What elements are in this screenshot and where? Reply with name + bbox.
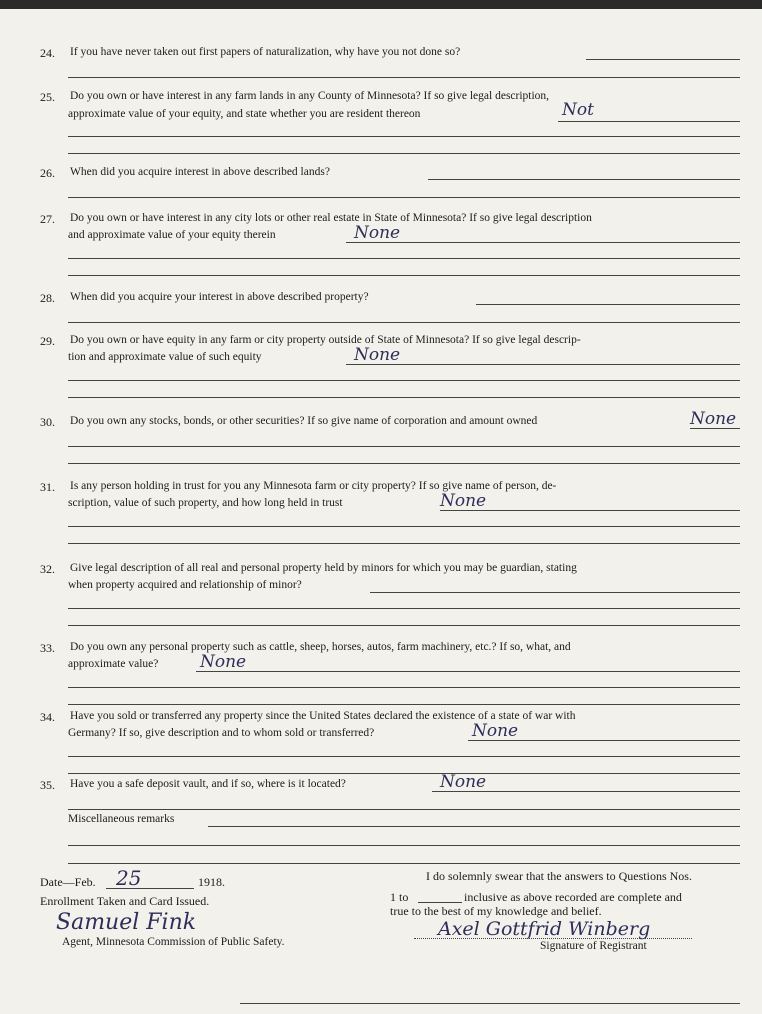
misc-remarks-label: Miscellaneous remarks <box>68 813 175 825</box>
answer-rule <box>346 364 740 365</box>
handwritten-answer: None <box>200 652 247 672</box>
date-rule <box>106 888 194 889</box>
answer-rule <box>68 756 740 757</box>
misc-rule <box>68 863 740 864</box>
handwritten-answer: None <box>440 491 487 511</box>
question-text-line: When did you acquire your interest in above described property? <box>70 291 369 303</box>
answer-rule <box>68 197 740 198</box>
oath-to-rule <box>418 902 462 903</box>
agent-title: Agent, Minnesota Commission of Public Safety. <box>62 936 285 948</box>
question-number: 26. <box>40 166 55 180</box>
answer-rule <box>68 77 740 78</box>
question-text-line: Do you own any personal property such as cattle, sheep, horses, autos, farm machinery, etc.? If so, what, and <box>70 641 571 653</box>
question-number: 33. <box>40 641 55 655</box>
question-text-line: Give legal description of all real and personal property held by minors for which you may be guardian, stating <box>70 562 577 574</box>
agent-signature: Samuel Fink <box>56 910 197 935</box>
answer-rule <box>68 446 740 447</box>
answer-rule <box>68 543 740 544</box>
question-text-line: When did you acquire interest in above described lands? <box>70 166 330 178</box>
answer-rule <box>68 526 740 527</box>
question-text-line: If you have never taken out first papers of naturalization, why have you not done so? <box>70 46 461 58</box>
question-number: 35. <box>40 778 55 792</box>
question-number: 27. <box>40 212 55 226</box>
page-top-edge <box>0 0 762 9</box>
misc-rule <box>68 845 740 846</box>
handwritten-answer: None <box>354 223 401 243</box>
question-text-line: scription, value of such property, and how long held in trust <box>68 497 343 509</box>
question-number: 24. <box>40 46 55 60</box>
question-text-line: when property acquired and relationship of minor? <box>68 579 302 591</box>
answer-rule <box>196 671 740 672</box>
bottom-rule <box>240 1003 740 1004</box>
answer-rule <box>586 59 740 60</box>
answer-rule <box>68 153 740 154</box>
question-text-line: Have you a safe deposit vault, and if so, where is it located? <box>70 778 346 790</box>
date-label: Date—Feb. <box>40 875 96 889</box>
question-number: 29. <box>40 334 55 348</box>
question-text-line: Germany? If so, give description and to whom sold or transferred? <box>68 727 375 739</box>
handwritten-answer: None <box>472 721 519 741</box>
answer-rule <box>68 397 740 398</box>
answer-rule <box>68 773 740 774</box>
answer-rule <box>558 121 740 122</box>
enrollment-label: Enrollment Taken and Card Issued. <box>40 894 210 908</box>
registrant-label: Signature of Registrant <box>540 940 647 952</box>
question-text-line: Is any person holding in trust for you any Minnesota farm or city property? If so give name of person, de- <box>70 480 557 492</box>
question-text-line: and approximate value of your equity therein <box>68 229 276 241</box>
question-text-line: Do you own any stocks, bonds, or other securities? If so give name of corporation and amount owned <box>70 415 538 427</box>
answer-rule <box>68 625 740 626</box>
question-number: 31. <box>40 480 55 494</box>
answer-rule <box>68 809 740 810</box>
answer-rule <box>370 592 740 593</box>
date-day: 25 <box>116 866 142 890</box>
answer-rule <box>68 608 740 609</box>
question-text-line: Do you own or have equity in any farm or city property outside of State of Minnesota? If so give legal descrip- <box>70 334 581 346</box>
answer-rule <box>68 463 740 464</box>
oath-line-2b: inclusive as above recorded are complete and <box>464 890 682 904</box>
question-text-line: tion and approximate value of such equity <box>68 351 262 363</box>
answer-rule <box>68 687 740 688</box>
question-text-line: approximate value? <box>68 658 159 670</box>
date-year: 1918. <box>198 875 225 889</box>
question-number: 25. <box>40 90 55 104</box>
misc-rule <box>208 826 740 827</box>
answer-rule <box>68 275 740 276</box>
answer-rule <box>68 136 740 137</box>
answer-rule <box>476 304 740 305</box>
answer-rule <box>68 322 740 323</box>
answer-rule <box>68 380 740 381</box>
question-text-line: approximate value of your equity, and state whether you are resident thereon <box>68 108 421 120</box>
question-number: 30. <box>40 415 55 429</box>
oath-line-2a: 1 to <box>390 890 409 904</box>
answer-rule <box>68 258 740 259</box>
oath-line-3: true to the best of my knowledge and belief. <box>390 904 602 918</box>
answer-rule <box>346 242 740 243</box>
question-number: 28. <box>40 291 55 305</box>
question-text-line: Do you own or have interest in any farm lands in any County of Minnesota? If so give legal description, <box>70 90 550 102</box>
registrant-signature-rule <box>414 938 692 939</box>
question-number: 34. <box>40 710 55 724</box>
handwritten-answer: None <box>440 772 487 792</box>
oath-line-1: I do solemnly swear that the answers to Questions Nos. <box>426 869 692 883</box>
handwritten-answer: None <box>690 409 737 429</box>
question-text-line: Do you own or have interest in any city lots or other real estate in State of Minnesota? If so give legal description <box>70 212 592 224</box>
handwritten-answer: Not <box>562 100 594 120</box>
question-text-line: Have you sold or transferred any property since the United States declared the existence of a state of war with <box>70 710 576 722</box>
handwritten-answer: None <box>354 345 401 365</box>
answer-rule <box>68 704 740 705</box>
answer-rule <box>428 179 740 180</box>
question-number: 32. <box>40 562 55 576</box>
registrant-signature: Axel Gottfrid Winberg <box>438 918 651 940</box>
